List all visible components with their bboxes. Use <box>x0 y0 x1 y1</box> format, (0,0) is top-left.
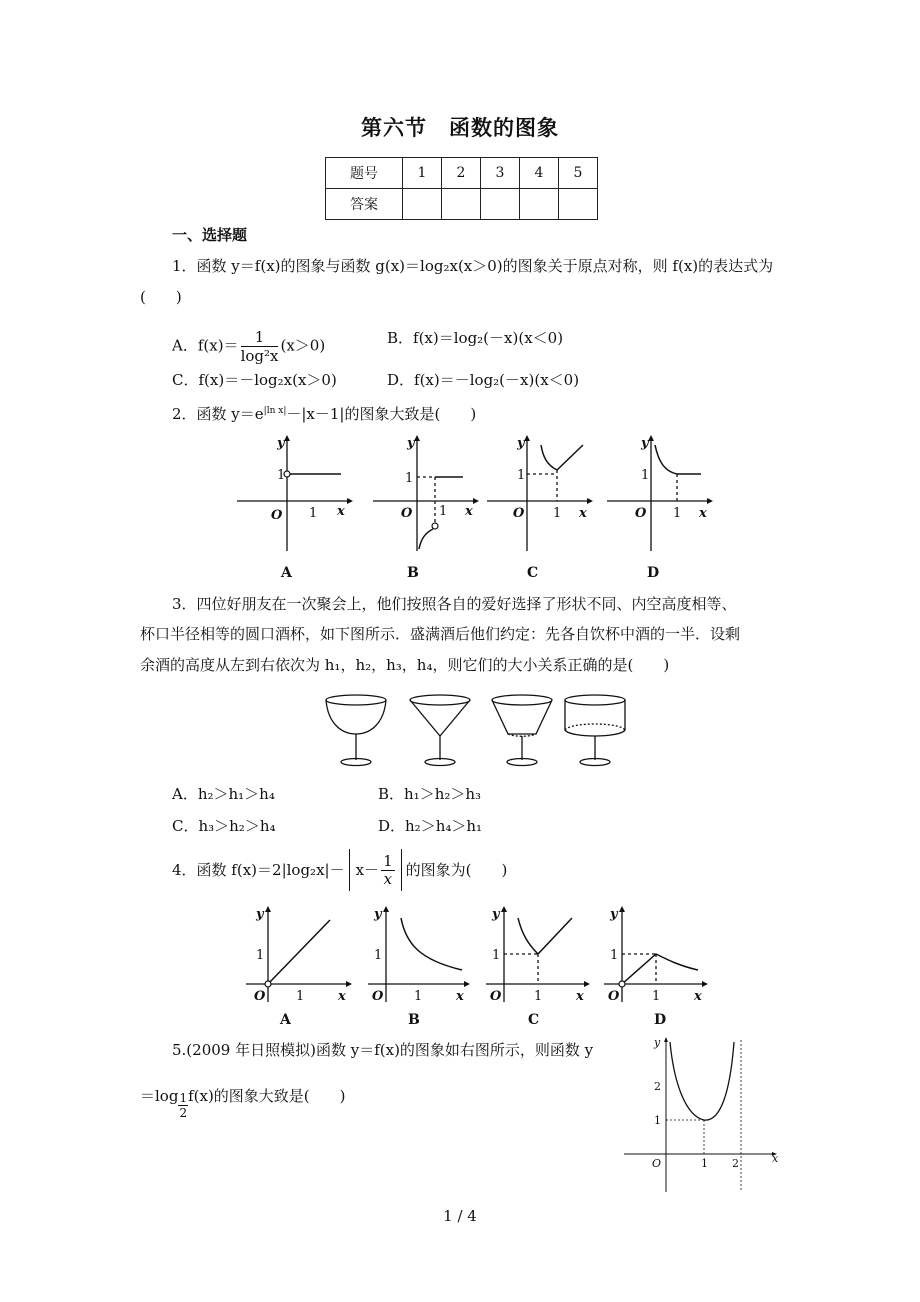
q5-reference-graph <box>620 1034 785 1196</box>
q4-fraction <box>381 853 395 888</box>
graph-label-a: A <box>280 1012 291 1028</box>
tick-label: 2 <box>654 1080 661 1093</box>
origin-label: O <box>254 989 266 1004</box>
tick-label: 1 <box>374 948 383 963</box>
graph-label-c: C <box>527 565 539 581</box>
q2-stem <box>172 401 476 424</box>
q2-graphs <box>225 433 715 583</box>
origin-label: O <box>490 989 502 1004</box>
page-number: 1 / 4 <box>443 1207 477 1225</box>
section-heading: 一、选择题 <box>172 226 248 244</box>
graph-label-d: D <box>647 565 660 581</box>
q4-abs-x: x－ <box>355 861 380 879</box>
tick-label: 1 <box>701 1157 708 1170</box>
origin-label: O <box>652 1157 662 1170</box>
tick-label: 1 <box>610 948 619 963</box>
tick-label: 1 <box>517 468 526 483</box>
axis-label-x: x <box>337 504 345 519</box>
answer-cell[interactable] <box>481 189 520 220</box>
q5-log-base <box>178 1091 188 1120</box>
graph-label-a: A <box>281 565 292 581</box>
table-header-answer: 答案 <box>326 189 403 220</box>
q5-line2 <box>140 1072 346 1120</box>
tick-label: 1 <box>641 468 650 483</box>
q4-graphs <box>238 904 738 1030</box>
fraction-denominator: 2 <box>179 1105 188 1120</box>
q4-stem-pre: 4．函数 f(x)＝2|log₂x|－ <box>172 861 345 879</box>
axis-label-x: x <box>465 504 473 519</box>
table-cell-number: 2 <box>442 158 481 189</box>
page-title: 第六节 函数的图象 <box>361 116 559 140</box>
axis-label-x: x <box>576 989 584 1004</box>
tick-label: 1 <box>652 989 661 1004</box>
tick-label: 1 <box>277 468 286 483</box>
q2-stem-sup: |ln x| <box>263 406 287 416</box>
table-cell-number: 1 <box>403 158 442 189</box>
tick-label: 1 <box>405 471 414 486</box>
answer-table <box>325 157 598 220</box>
q1-option-b: B．f(x)＝log₂(－x)(x＜0) <box>387 329 564 347</box>
tick-label: 1 <box>553 506 562 521</box>
q1-option-a-fraction <box>241 328 279 365</box>
q3-line2: 杯口半径相等的圆口酒杯，如下图所示．盛满酒后他们约定：先各自饮杯中酒的一半．设剩 <box>140 625 741 643</box>
table-header-number: 题号 <box>326 158 403 189</box>
axis-label-y: y <box>492 907 500 922</box>
q3-option-a: A．h₂＞h₁＞h₄ <box>172 785 275 803</box>
tick-label: 2 <box>732 1157 739 1170</box>
tick-label: 1 <box>654 1114 661 1127</box>
q5-line2-pre: ＝log <box>140 1087 179 1105</box>
axis-label-y: y <box>374 907 382 922</box>
axis-label-y: y <box>641 436 649 451</box>
fraction-numerator: 1 <box>241 328 279 347</box>
axis-label-x: x <box>694 989 702 1004</box>
axis-label-x: x <box>456 989 464 1004</box>
axis-label-x: x <box>338 989 346 1004</box>
q3-line3: 余酒的高度从左到右依次为 h₁，h₂，h₃，h₄，则它们的大小关系正确的是( ) <box>140 656 670 674</box>
origin-label: O <box>372 989 384 1004</box>
q3-wine-glasses <box>320 688 640 770</box>
q1-option-c: C．f(x)＝－log₂x(x＞0) <box>172 371 337 389</box>
q1-stem: 1．函数 y＝f(x)的图象与函数 g(x)＝log₂x(x＞0)的图象关于原点对称，则 f(x)的表达式为 <box>172 257 774 275</box>
graph-label-d: D <box>654 1012 667 1028</box>
axis-label-x: x <box>699 506 707 521</box>
tick-label: 1 <box>309 506 318 521</box>
q3-line1: 3．四位好朋友在一次聚会上，他们按照各自的爱好选择了形状不同、内空高度相等、 <box>172 595 737 613</box>
origin-label: O <box>401 506 413 521</box>
origin-label: O <box>271 508 283 523</box>
tick-label: 1 <box>439 504 448 519</box>
q5-line2-post: f(x)的图象大致是( ) <box>188 1087 346 1105</box>
fraction-denominator: x <box>383 869 393 888</box>
axis-label-y: y <box>407 436 415 451</box>
q4-stem-post: 的图象为( ) <box>405 861 508 879</box>
q3-option-d: D．h₂＞h₄＞h₁ <box>378 817 483 835</box>
graph-label-b: B <box>408 1012 420 1028</box>
table-cell-number: 3 <box>481 158 520 189</box>
tick-label: 1 <box>296 989 305 1004</box>
axis-label-x: x <box>579 506 587 521</box>
graph-label-c: C <box>528 1012 540 1028</box>
tick-label: 1 <box>414 989 423 1004</box>
q1-option-a-pre: A．f(x)＝ <box>172 336 239 355</box>
fraction-numerator: 1 <box>179 1090 188 1105</box>
q4-absolute-value <box>349 849 402 891</box>
tick-label: 1 <box>673 506 682 521</box>
q4-stem <box>172 848 507 892</box>
axis-label-y: y <box>277 436 285 451</box>
tick-label: 1 <box>534 989 543 1004</box>
axis-label-y: y <box>256 907 264 922</box>
q1-option-a-post: (x＞0) <box>280 336 326 355</box>
q1-paren: ( ) <box>140 288 182 306</box>
q2-stem-post: －|x－1|的图象大致是( ) <box>286 405 477 423</box>
q5-line1: 5.(2009 年日照模拟)函数 y＝f(x)的图象如右图所示，则函数 y <box>172 1041 594 1059</box>
tick-label: 1 <box>256 948 265 963</box>
tick-label: 1 <box>492 948 501 963</box>
graph-label-b: B <box>407 565 419 581</box>
q1-option-d: D．f(x)＝－log₂(－x)(x＜0) <box>387 371 580 389</box>
q2-stem-pre: 2．函数 y＝e <box>172 405 264 423</box>
q3-option-c: C．h₃＞h₂＞h₄ <box>172 817 276 835</box>
axis-label-y: y <box>654 1036 661 1049</box>
axis-label-y: y <box>517 436 525 451</box>
answer-cell[interactable] <box>442 189 481 220</box>
fraction-denominator: log²x <box>240 347 279 365</box>
answer-cell[interactable] <box>559 189 598 220</box>
axis-label-y: y <box>610 907 618 922</box>
origin-label: O <box>513 506 525 521</box>
answer-cell[interactable] <box>403 189 442 220</box>
table-cell-number: 4 <box>520 158 559 189</box>
origin-label: O <box>608 989 620 1004</box>
q1-option-a <box>172 328 325 365</box>
q3-option-b: B．h₁＞h₂＞h₃ <box>378 785 482 803</box>
fraction-numerator: 1 <box>383 851 393 870</box>
origin-label: O <box>635 506 647 521</box>
axis-label-x: x <box>772 1152 779 1165</box>
answer-cell[interactable] <box>520 189 559 220</box>
table-cell-number: 5 <box>559 158 598 189</box>
